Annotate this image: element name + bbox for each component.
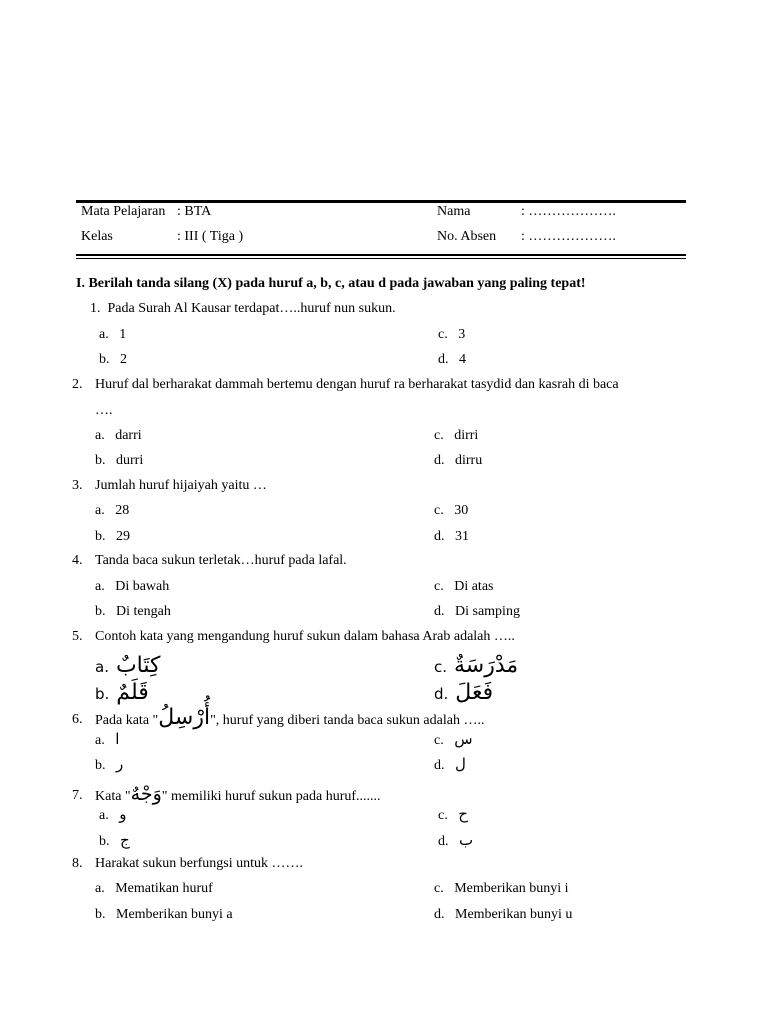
q1-option-c[interactable]: c. 3 [438,327,466,342]
question-2-number: 2. [72,377,83,392]
q8-option-d[interactable]: d. Memberikan bunyi u [434,907,573,922]
subject-label: Mata Pelajaran [81,204,166,219]
q6-option-b[interactable]: b. ر [95,755,124,773]
question-3-text: Jumlah huruf hijaiyah yaitu … [95,478,267,493]
question-3-number: 3. [72,478,83,493]
q4-option-a[interactable]: a. Di bawah [95,579,170,594]
q5-option-c[interactable]: c. مَدْرَسَةٌ [434,653,519,678]
q1-option-b[interactable]: b. 2 [99,352,127,367]
section-title: I. Berilah tanda silang (X) pada huruf a, b, c, atau d pada jawaban yang paling tepat! [76,276,586,291]
q5-option-a[interactable]: a. كِتَابٌ [95,653,161,678]
name-label: Nama [437,204,471,219]
question-7-arabic-word: وَجْهٌ [130,783,162,805]
q7-option-c[interactable]: c. ح [438,805,468,823]
subject-value: : BTA [177,204,212,219]
class-value: : III ( Tiga ) [177,229,244,244]
q3-option-d[interactable]: d. 31 [434,529,469,544]
q3-option-b[interactable]: b. 29 [95,529,130,544]
question-6-number: 6. [72,712,83,727]
q6-option-c[interactable]: c. س [434,730,473,748]
q8-option-b[interactable]: b. Memberikan bunyi a [95,907,233,922]
header-bottom-rule-2 [76,258,686,259]
absen-field[interactable]: : ………………. [521,229,616,244]
question-5-text: Contoh kata yang mengandung huruf sukun dalam bahasa Arab adalah ….. [95,629,515,644]
q7-option-b[interactable]: b. ج [99,831,130,849]
q6-option-d[interactable]: d. ل [434,755,466,773]
q4-option-d[interactable]: d. Di samping [434,604,520,619]
q2-option-b[interactable]: b. durri [95,453,144,468]
question-7-number: 7. [72,788,83,803]
question-5-number: 5. [72,629,83,644]
question-8-text: Harakat sukun berfungsi untuk ……. [95,856,304,871]
q6-option-a[interactable]: a. ا [95,730,120,748]
q2-option-c[interactable]: c. dirri [434,428,479,443]
name-field[interactable]: : ………………. [521,204,616,219]
q2-option-d[interactable]: d. dirru [434,453,483,468]
q4-option-c[interactable]: c. Di atas [434,579,494,594]
header-bottom-rule-1 [76,254,686,256]
question-4-text: Tanda baca sukun terletak…huruf pada lafal. [95,553,347,568]
q3-option-a[interactable]: a. 28 [95,503,130,518]
question-2-text-cont: …. [95,403,113,418]
q4-option-b[interactable]: b. Di tengah [95,604,171,619]
absen-label: No. Absen [437,229,497,244]
question-7-text: Kata "وَجْهٌ" memiliki huruf sukun pada huruf....... [95,783,381,805]
question-2-text: Huruf dal berharakat dammah bertemu dengan huruf ra berharakat tasydid dan kasrah di baca [95,377,619,392]
q5-option-d[interactable]: d. فَعَلَ [434,680,494,705]
question-6-arabic-word: أُرْسِلُ [158,705,211,730]
q1-option-d[interactable]: d. 4 [438,352,466,367]
question-4-number: 4. [72,553,83,568]
q3-option-c[interactable]: c. 30 [434,503,469,518]
header-top-rule [76,200,686,203]
q8-option-c[interactable]: c. Memberikan bunyi i [434,881,569,896]
q5-option-b[interactable]: b. قَلَمٌ [95,680,149,705]
question-6-text: Pada kata "أُرْسِلُ", huruf yang diberi tanda baca sukun adalah ….. [95,705,485,730]
q7-option-d[interactable]: d. ب [438,831,474,849]
question-1: 1. Pada Surah Al Kausar terdapat…..huruf nun sukun. [90,301,396,316]
q1-option-a[interactable]: a. 1 [99,327,127,342]
q2-option-a[interactable]: a. darri [95,428,142,443]
q7-option-a[interactable]: a. و [99,805,127,823]
q8-option-a[interactable]: a. Mematikan huruf [95,881,213,896]
class-label: Kelas [81,229,113,244]
question-8-number: 8. [72,856,83,871]
